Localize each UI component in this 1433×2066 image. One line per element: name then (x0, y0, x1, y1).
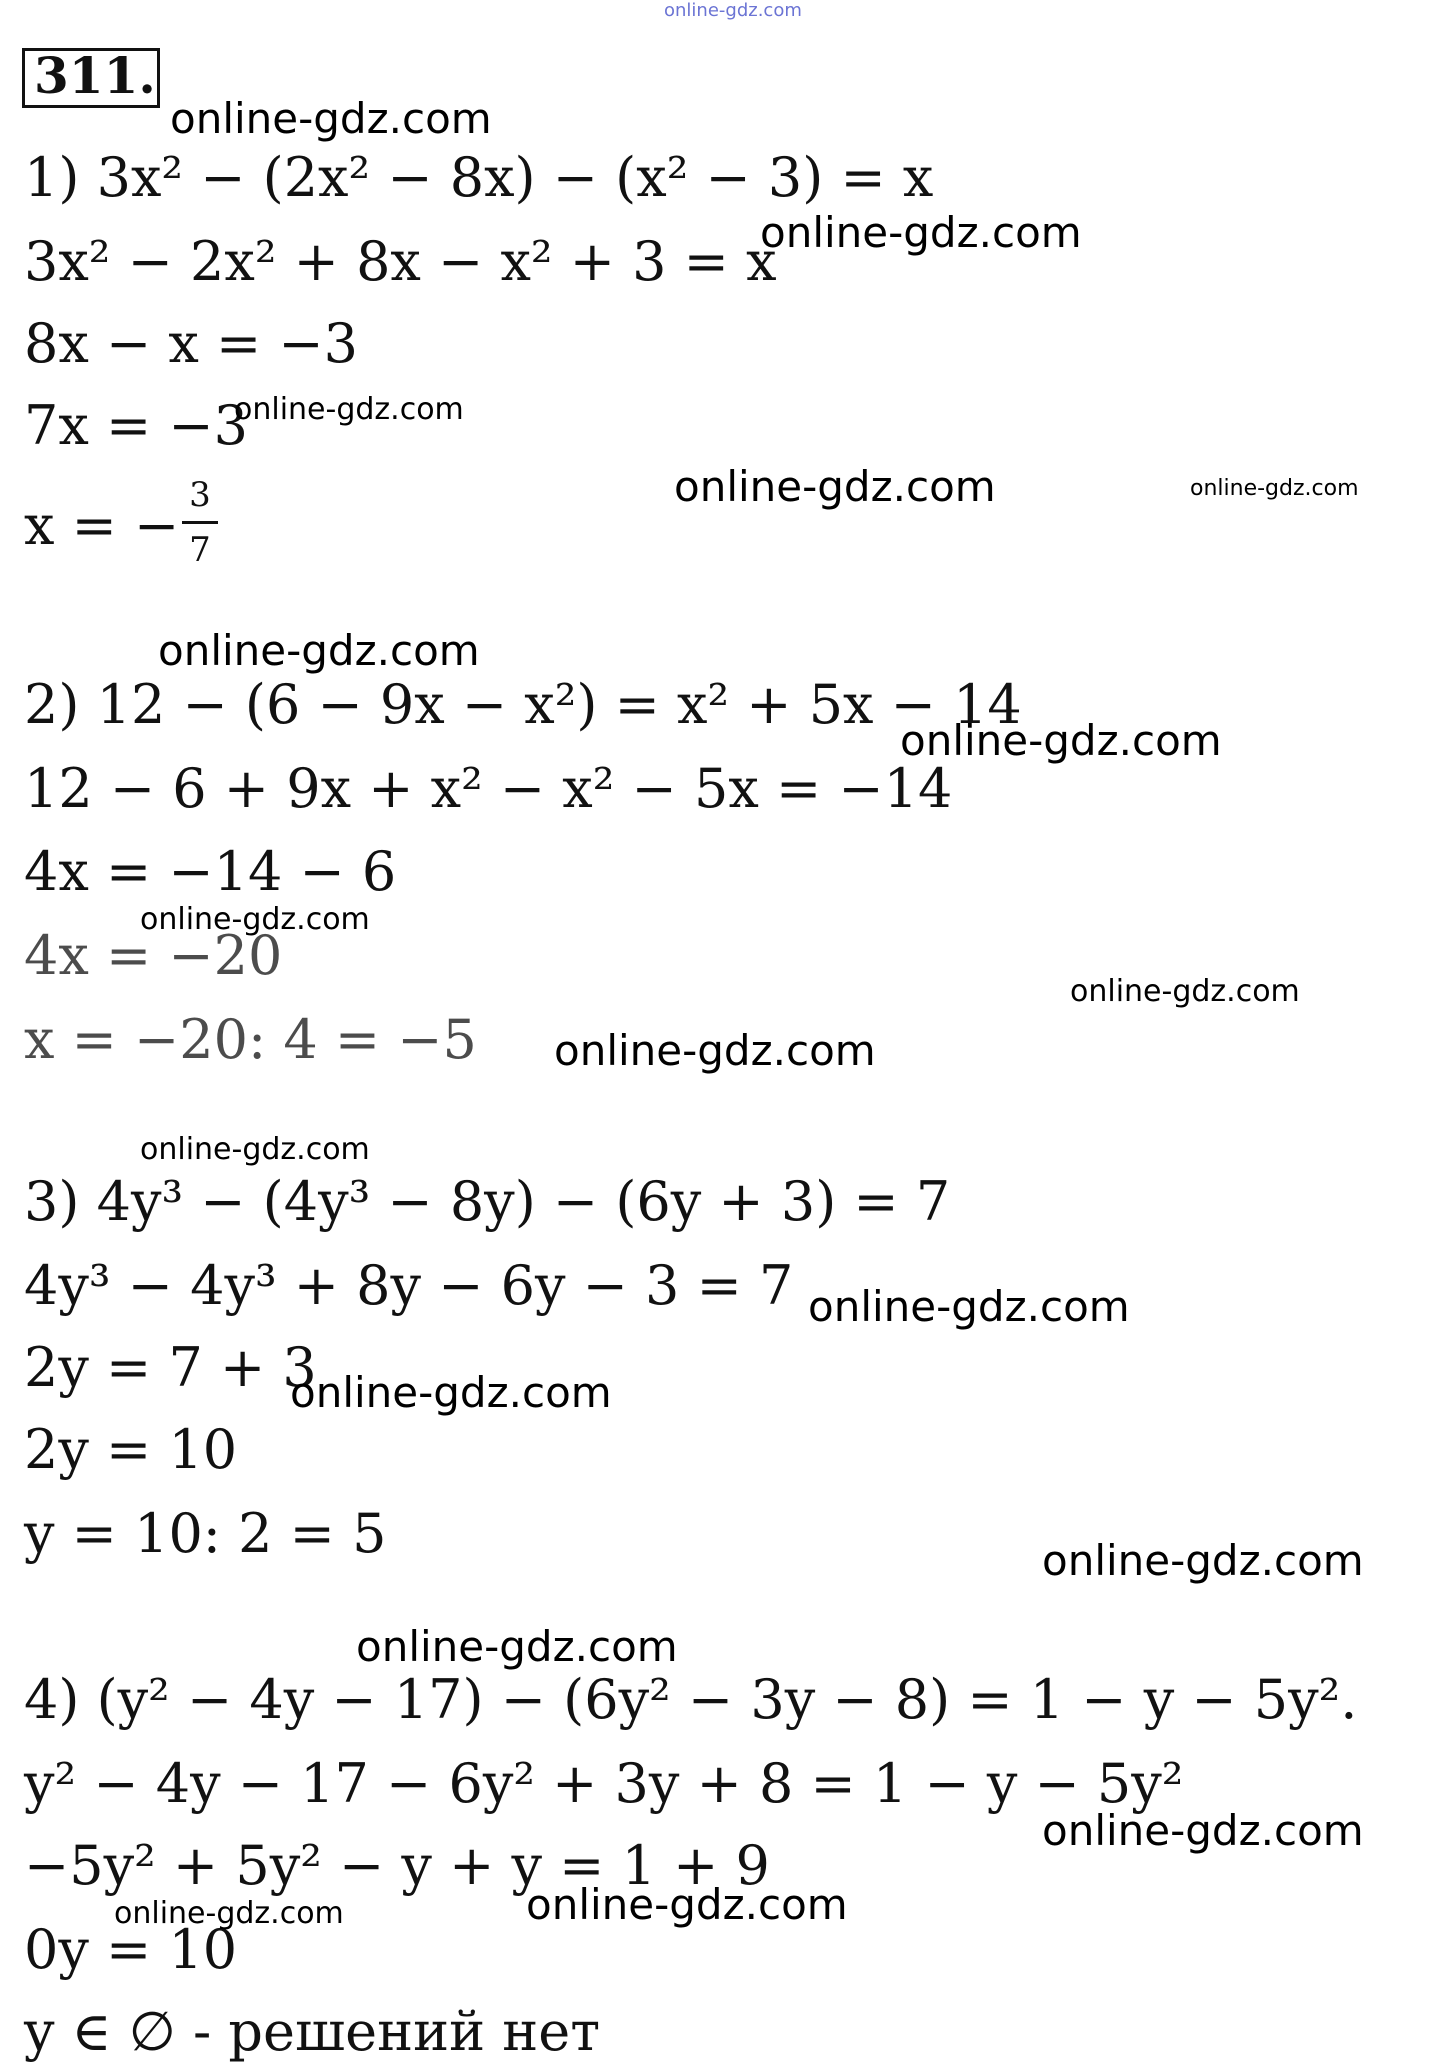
solution-line-14: 2y = 10 (24, 1418, 238, 1481)
solution-line-8: 4x = −14 − 6 (24, 840, 397, 903)
solution-line-15: y = 10: 2 = 5 (24, 1502, 387, 1565)
solution-line-16: 4) (y² − 4y − 17) − (6y² − 3y − 8) = 1 − y − 5y². (24, 1668, 1358, 1731)
watermark: online-gdz.com (900, 716, 1222, 765)
solution-line-9: 4x = −20 (24, 924, 283, 987)
watermark: online-gdz.com (140, 1132, 370, 1167)
fraction-numerator: 3 (189, 475, 211, 515)
solution-line-13: 2y = 7 + 3 (24, 1336, 317, 1399)
solution-line-7: 12 − 6 + 9x + x² − x² − 5x = −14 (24, 757, 953, 820)
watermark: online-gdz.com (234, 392, 464, 427)
watermark: online-gdz.com (114, 1896, 344, 1931)
solution-line-12: 4y³ − 4y³ + 8y − 6y − 3 = 7 (24, 1254, 794, 1317)
fraction-denominator: 7 (189, 530, 211, 570)
solution-line-2: 3x² − 2x² + 8x − x² + 3 = x (24, 230, 777, 293)
solution-line-1: 1) 3x² − (2x² − 8x) − (x² − 3) = x (24, 146, 934, 209)
watermark: online-gdz.com (158, 626, 480, 675)
solution-line-18: −5y² + 5y² − y + y = 1 + 9 (24, 1834, 770, 1897)
watermark: online-gdz.com (526, 1880, 848, 1929)
watermark: online-gdz.com (140, 902, 370, 937)
solution-line-5: x = − (24, 494, 180, 557)
watermark: online-gdz.com (290, 1368, 612, 1417)
watermark: online-gdz.com (554, 1026, 876, 1075)
watermark: online-gdz.com (1070, 974, 1300, 1009)
watermark: online-gdz.com (170, 94, 492, 143)
fraction-three-sevenths (180, 475, 220, 570)
watermark: online-gdz.com (1042, 1806, 1364, 1855)
solution-line-11: 3) 4y³ − (4y³ − 8y) − (6y + 3) = 7 (24, 1170, 951, 1233)
solution-line-20: y ∈ ∅ - решений нет (24, 2000, 601, 2063)
watermark: online-gdz.com (808, 1282, 1130, 1331)
solution-line-4: 7x = −3 (24, 394, 248, 457)
watermark: online-gdz.com (674, 462, 996, 511)
solution-line-10: x = −20: 4 = −5 (24, 1008, 477, 1071)
problem-number: 311. (34, 46, 156, 105)
fraction-bar (182, 521, 218, 524)
watermark: online-gdz.com (760, 208, 1082, 257)
solution-line-3: 8x − x = −3 (24, 312, 359, 375)
solution-line-17: y² − 4y − 17 − 6y² + 3y + 8 = 1 − y − 5y² (24, 1752, 1184, 1815)
watermark: online-gdz.com (1042, 1536, 1364, 1585)
solution-line-6: 2) 12 − (6 − 9x − x²) = x² + 5x − 14 (24, 673, 1022, 736)
watermark-top: online-gdz.com (664, 0, 802, 21)
solution-line-19: 0y = 10 (24, 1918, 238, 1981)
watermark: online-gdz.com (356, 1622, 678, 1671)
watermark: online-gdz.com (1190, 476, 1359, 501)
